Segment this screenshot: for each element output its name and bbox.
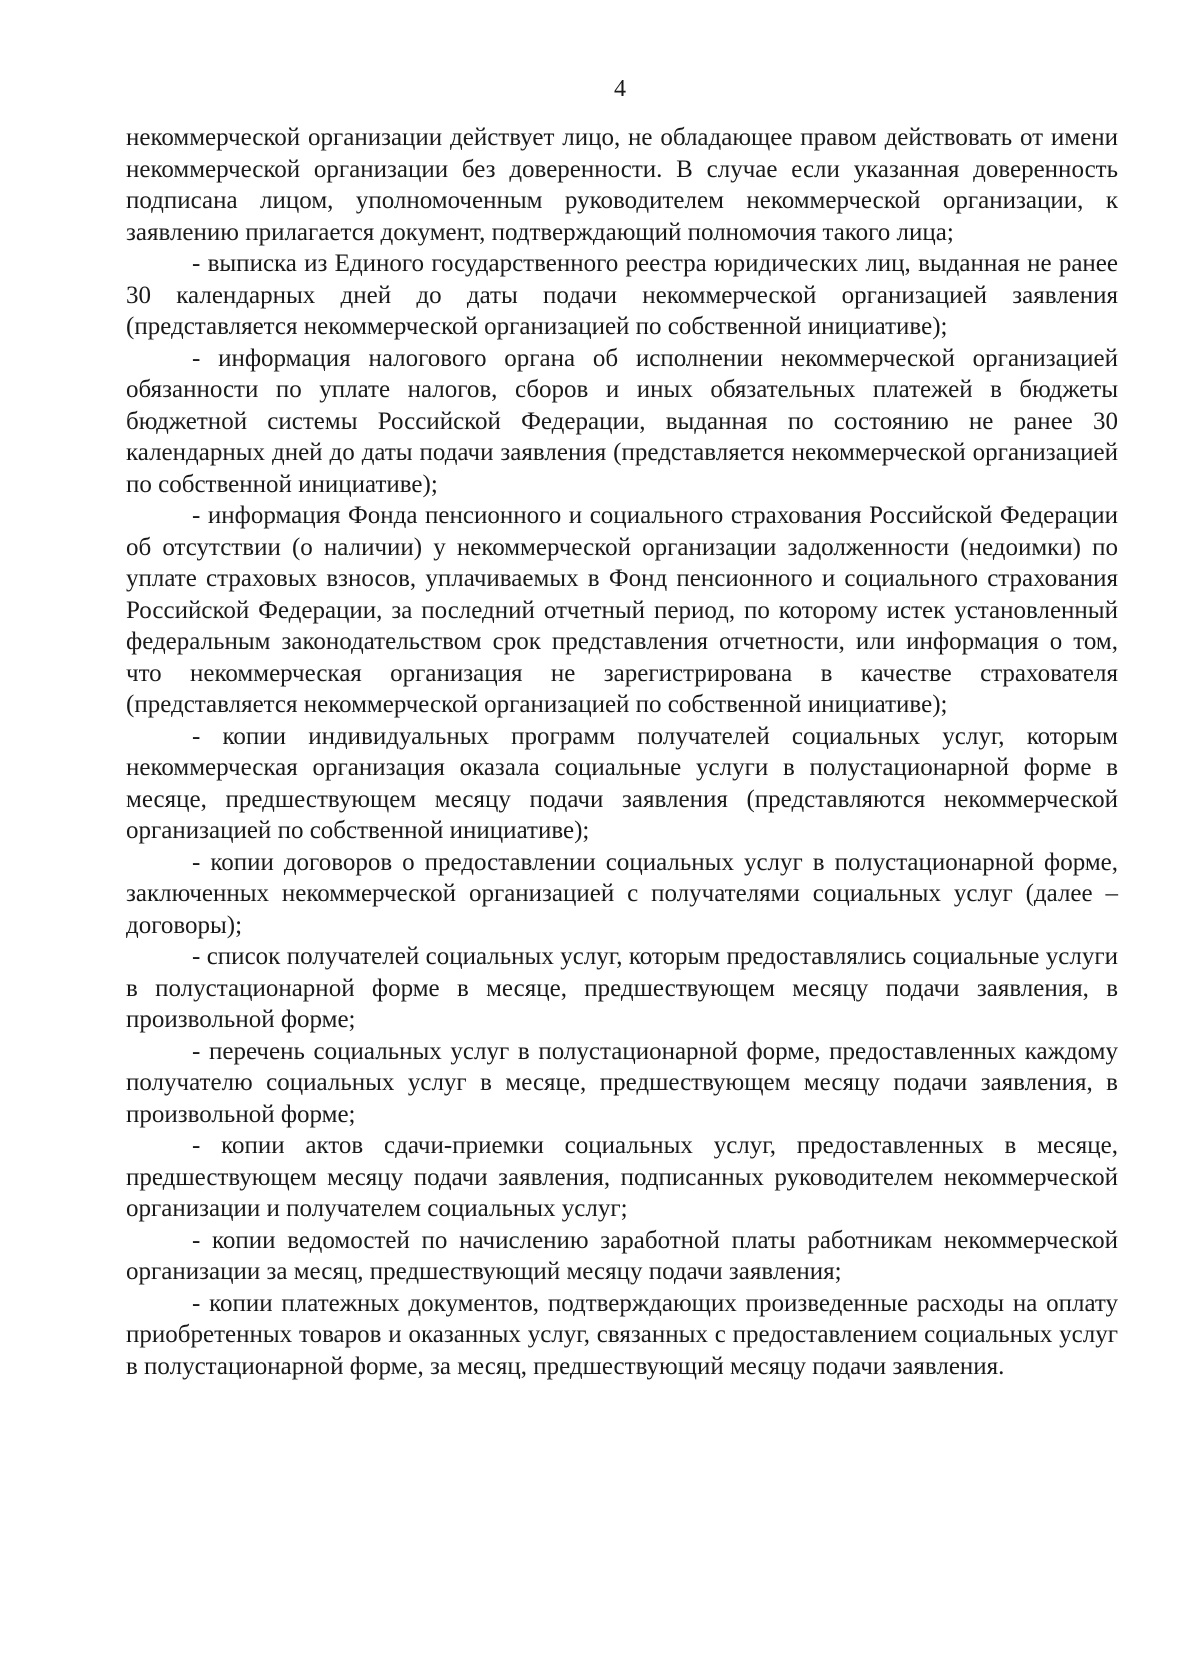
list-item-services-list: - перечень социальных услуг в полустационарной форме, предоставленных каждому получателю социальных услуг в месяце, предшествующем месяцу подачи заявления, в произвольной форме; bbox=[126, 1037, 1118, 1128]
list-item-acceptance-acts: - копии актов сдачи-приемки социальных услуг, предоставленных в месяце, предшествующем месяцу подачи заявления, подписанных руководителем некоммерческой организации и получателем социальных услуг; bbox=[126, 1132, 1118, 1222]
list-item-tax-authority-info: - информация налогового органа об исполнении некоммерческой организацией обязанности по уплате налогов, сборов и иных обязательных платежей в бюджеты бюджетной системы Российской Федерации, выданная по состоянию не ранее 30 календарных дней до даты подачи заявления (представляется некоммерческой организацией по собственной инициативе); bbox=[126, 344, 1118, 498]
list-item-service-contracts: - копии договоров о предоставлении социальных услуг в полустационарной форме, заключенных некоммерческой организацией с получателями социальных услуг (далее – договоры); bbox=[126, 848, 1118, 939]
list-item-payroll-statements: - копии ведомостей по начислению заработной платы работникам некоммерческой организации за месяц, предшествующий месяцу подачи заявления; bbox=[126, 1226, 1118, 1285]
document-body bbox=[126, 122, 1118, 1382]
page-number: 4 bbox=[614, 76, 626, 102]
list-item-egrul-extract: - выписка из Единого государственного реестра юридических лиц, выданная не ранее 30 календарных дней до даты подачи некоммерческой организацией заявления (представляется некоммерческой организацией по собственной инициативе); bbox=[126, 250, 1118, 340]
paragraph-continuation: некоммерческой организации действует лицо, не обладающее правом действовать от имени некоммерческой организации без доверенности. В случае если указанная доверенность подписана лицом, уполномоченным руководителем некоммерческой организации, к заявлению прилагается документ, подтверждающий полномочия такого лица; bbox=[126, 124, 1118, 246]
list-item-individual-programs: - копии индивидуальных программ получателей социальных услуг, которым некоммерческая организация оказала социальные услуги в полустационарной форме в месяце, предшествующем месяцу подачи заявления (представляются некоммерческой организацией по собственной инициативе); bbox=[126, 722, 1118, 844]
list-item-payment-documents: - копии платежных документов, подтверждающих произведенные расходы на оплату приобретенных товаров и оказанных услуг, связанных с предоставлением социальных услуг в полустационарной форме, за месяц, предшествующий месяцу подачи заявления. bbox=[126, 1289, 1118, 1380]
list-item-recipients-list: - список получателей социальных услуг, которым предоставлялись социальные услуги в полустационарной форме в месяце, предшествующем месяцу подачи заявления, в произвольной форме; bbox=[126, 943, 1118, 1033]
list-item-pension-fund-info: - информация Фонда пенсионного и социального страхования Российской Федерации об отсутствии (о наличии) у некоммерческой организации задолженности (недоимки) по уплате страховых взносов, уплачиваемых в Фонд пенсионного и социального страхования Российской Федерации, за последний отчетный период, по которому истек установленный федеральным законодательством срок представления отчетности, или информация о том, что некоммерческая организация не зарегистрирована в качестве страхователя (представляется некоммерческой организацией по собственной инициативе); bbox=[126, 502, 1118, 718]
